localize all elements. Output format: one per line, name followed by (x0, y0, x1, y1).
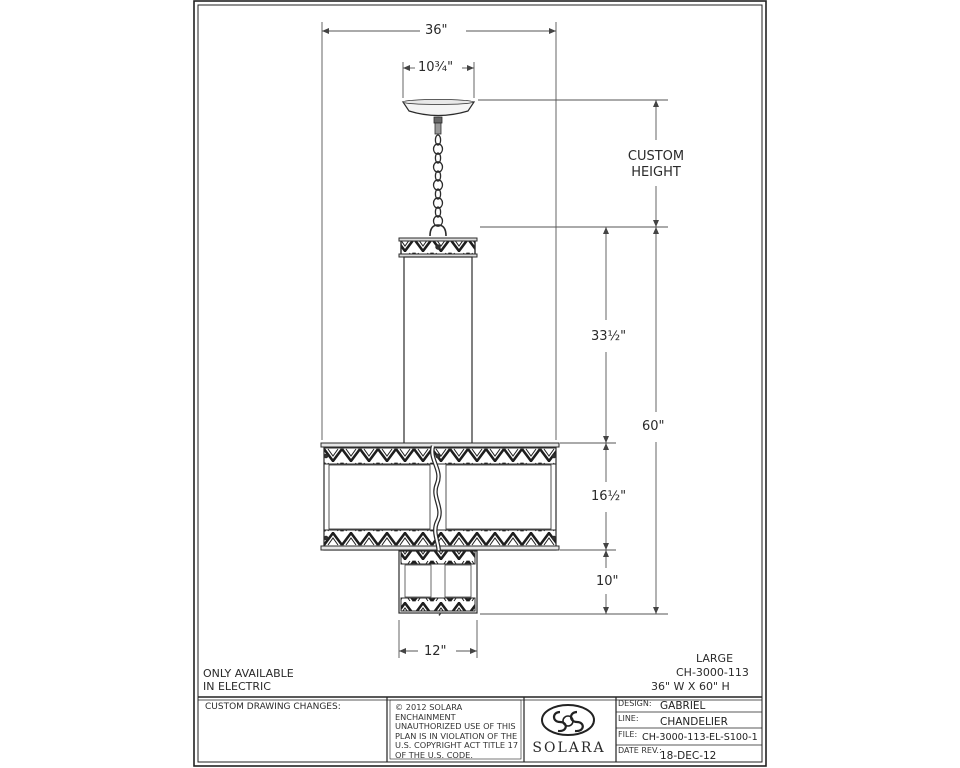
dim-overall-height: 60" (642, 419, 665, 434)
copyright-line: PLAN IS IN VIOLATION OF THE (395, 730, 518, 741)
outer-border (194, 1, 766, 766)
solara-logo (542, 705, 594, 735)
logo-wordmark: SOLARA (532, 740, 606, 756)
dim-middle-drum-height: 16½" (591, 489, 627, 504)
dim-upper-column-height: 33½" (591, 329, 627, 344)
availability-note: ONLY AVAILABLE IN ELECTRIC (203, 667, 294, 693)
lower-bottom-band (401, 598, 475, 611)
inner-border (198, 5, 762, 762)
dim-lower-drum-width: 12" (424, 644, 447, 659)
chandelier (321, 100, 559, 615)
dim-custom-height: CUSTOM HEIGHT (627, 149, 685, 180)
copyright-notice (395, 703, 521, 761)
design-label: DESIGN: (618, 699, 652, 708)
date-value: 18-DEC-12 (660, 750, 717, 762)
chain (430, 135, 446, 236)
design-value: GABRIEL (660, 700, 706, 712)
column-shade (404, 257, 472, 445)
line-label: LINE: (618, 714, 639, 723)
model-number: CH-3000-113 (676, 666, 749, 679)
line-value: CHANDELIER (660, 716, 728, 728)
custom-changes-label: CUSTOM DRAWING CHANGES: (205, 702, 341, 712)
copyright-line: UNAUTHORIZED USE OF THIS (395, 721, 516, 732)
dim-overall-width: 36" (425, 23, 448, 38)
copyright-line: U.S. COPYRIGHT ACT TITLE 17 (395, 740, 519, 751)
middle-bottom-band (324, 530, 556, 546)
size-spec: 36" W X 60" H (651, 680, 730, 693)
date-label: DATE REV.: (618, 746, 662, 755)
lower-top-band (401, 551, 475, 564)
file-label: FILE: (618, 730, 638, 739)
dim-canopy-width: 10¾" (418, 60, 454, 75)
copyright-line: © 2012 SOLARA ENCHAINMENT (395, 702, 463, 722)
dim-lower-drum-height: 10" (596, 574, 619, 589)
size-name: LARGE (696, 652, 734, 665)
copyright-line: OF THE U.S. CODE. (395, 749, 473, 760)
file-value: CH-3000-113-EL-S100-1 (642, 732, 758, 743)
